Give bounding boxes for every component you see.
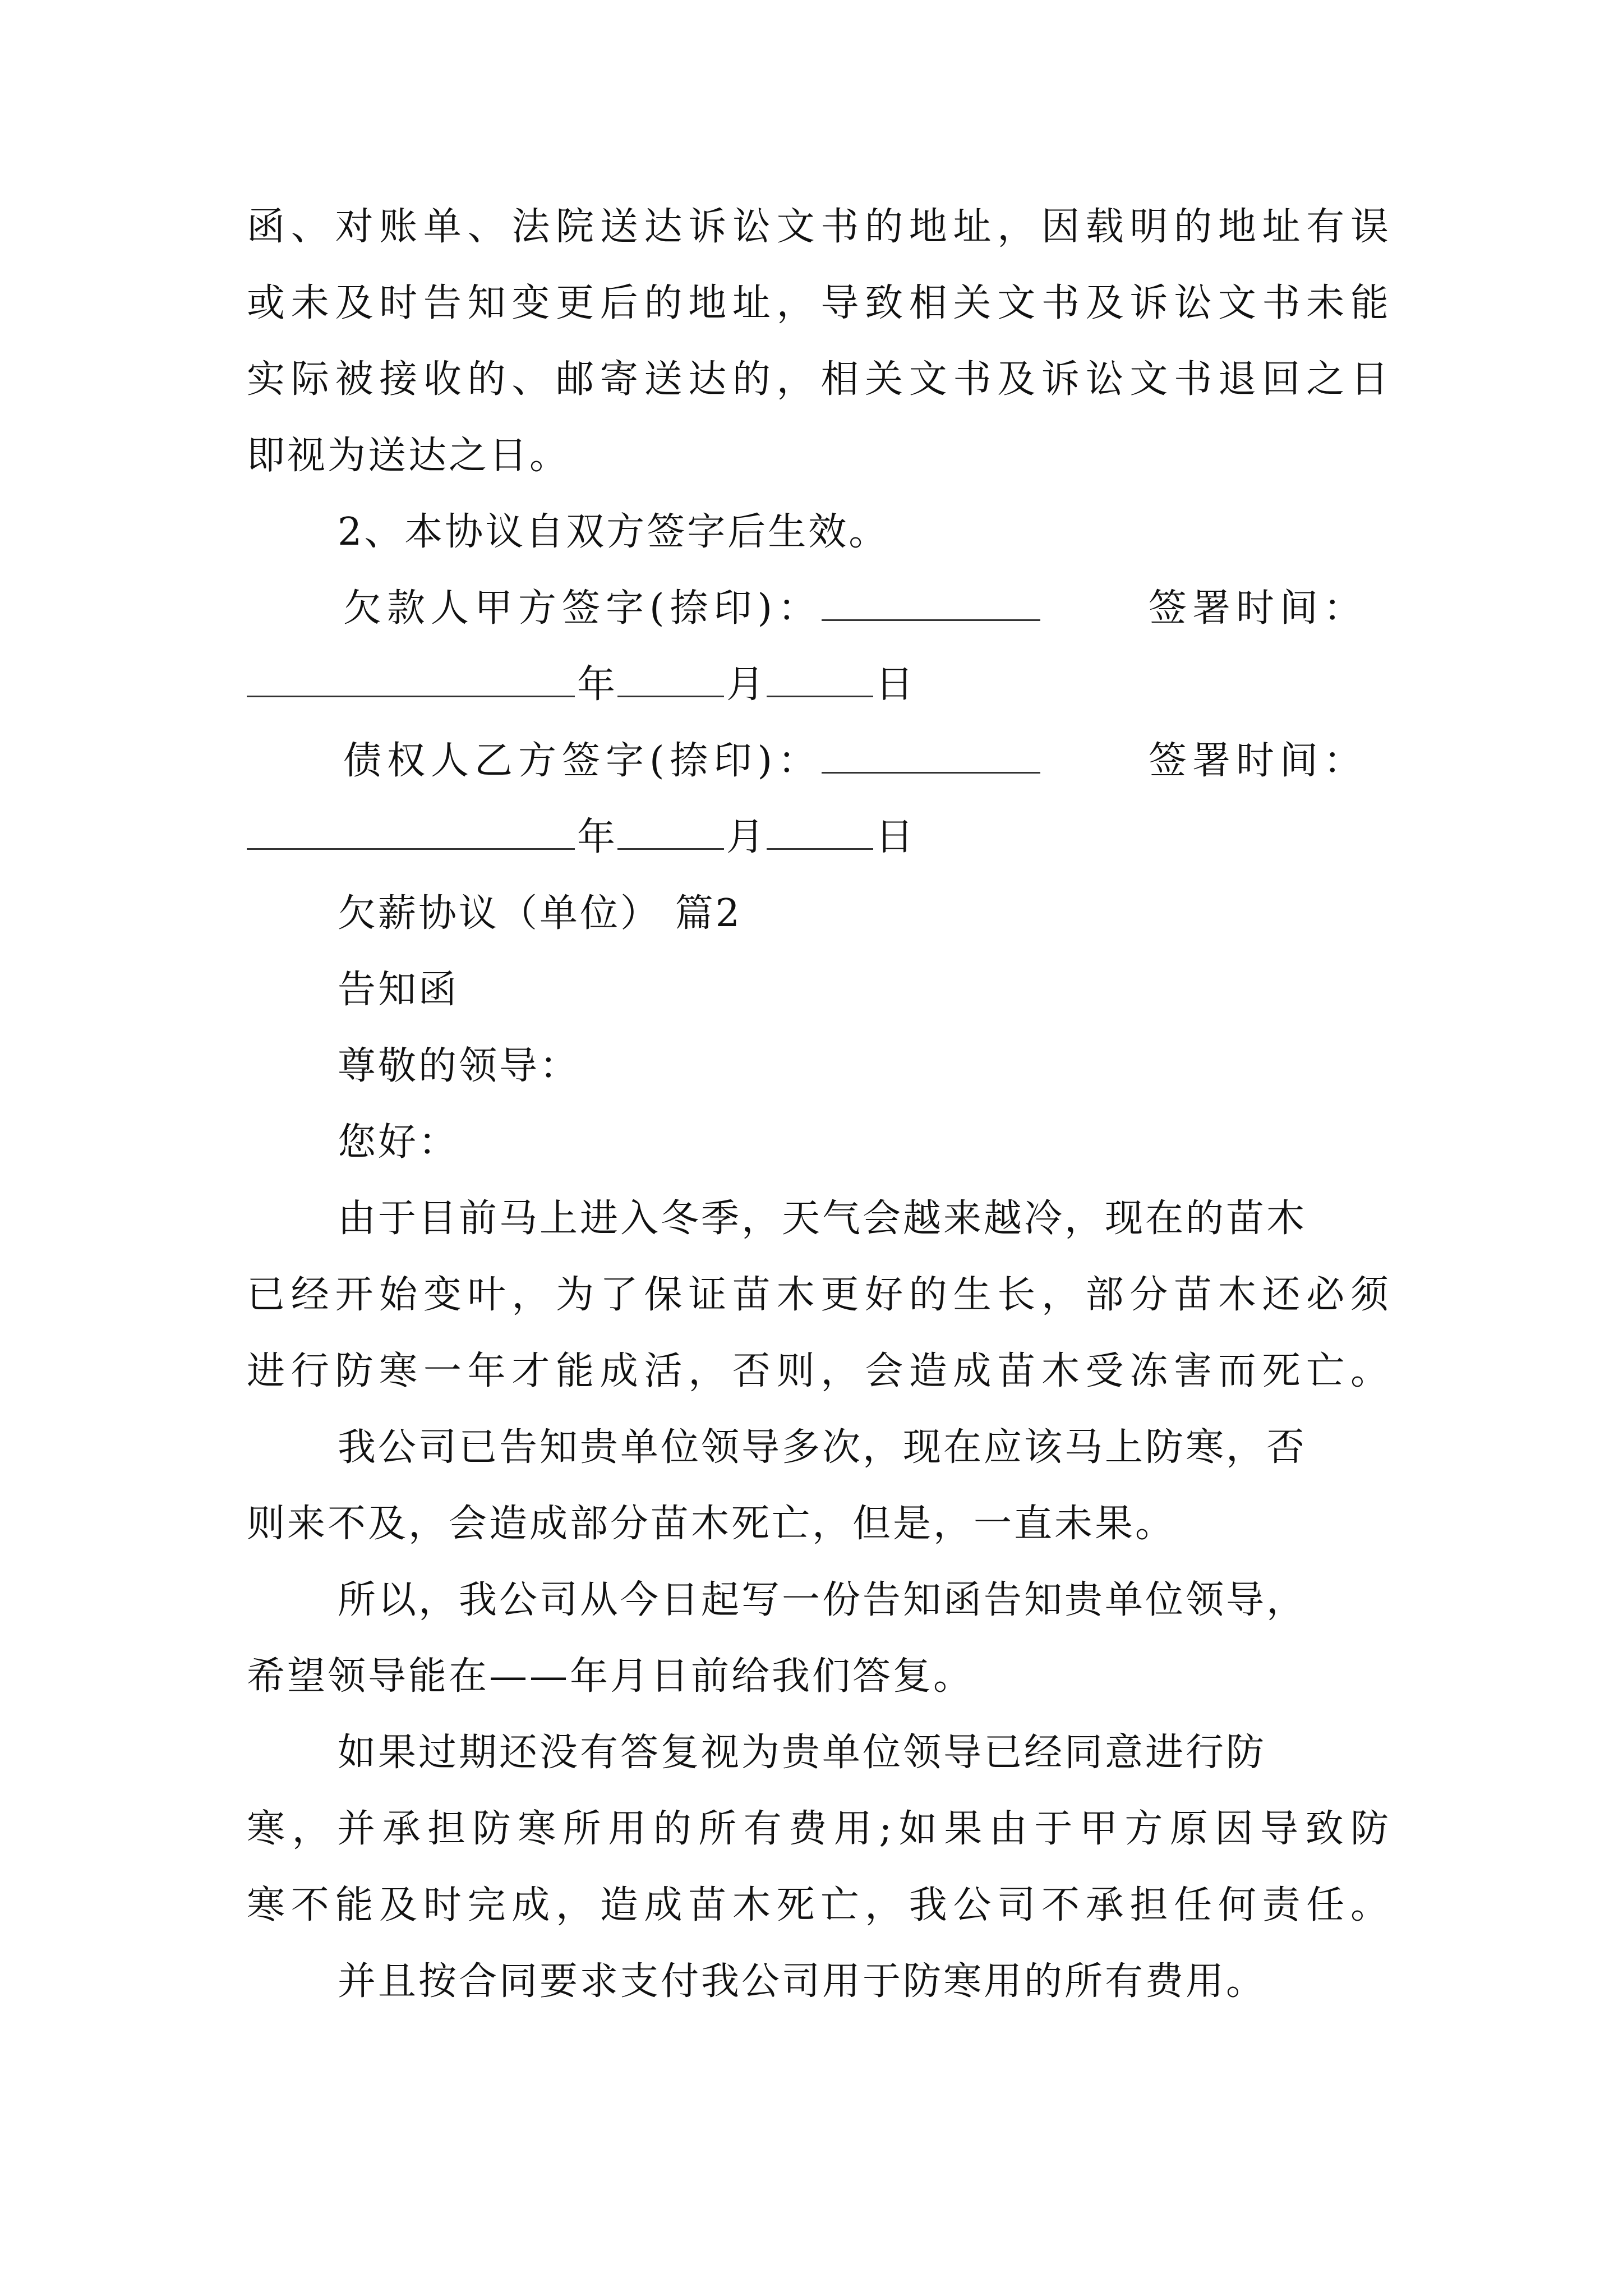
year-unit: 年	[577, 815, 616, 859]
text-line: 如果过期还没有答复视为贵单位领导已经同意进行防	[338, 1731, 1267, 1775]
text-line: 希望领导能在——年月日前给我们答复。	[247, 1654, 974, 1699]
signature-label-a: 欠款人甲方签字(捺印)：	[343, 586, 822, 631]
text-line: 已经开始变叶，为了保证苗木更好的生长，部分苗木还必须	[247, 1273, 1391, 1317]
signature-blank-a	[822, 585, 1040, 621]
letter-salutation: 尊敬的领导：	[338, 1044, 580, 1088]
sign-date-row-b	[247, 812, 916, 863]
sign-time-label-a: 签署时间：	[1149, 586, 1368, 631]
sign-date-row-a	[247, 660, 916, 710]
text-line: 或未及时告知变更后的地址，导致相关文书及诉讼文书未能	[247, 281, 1391, 325]
text-line: 实际被接收的、邮寄送达的，相关文书及诉讼文书退回之日	[247, 357, 1391, 402]
day-blank	[767, 661, 873, 697]
sign-time-label-b: 签署时间：	[1149, 739, 1368, 783]
clause-effective: 2、本协议自双方签字后生效。	[338, 510, 889, 554]
day-unit: 日	[875, 815, 914, 859]
text-line: 寒，并承担防寒所用的所有费用;如果由于甲方原因导致防	[247, 1807, 1391, 1851]
month-unit: 月	[726, 815, 765, 859]
signature-label-b: 债权人乙方签字(捺印)：	[343, 739, 822, 783]
text-line: 则来不及，会造成部分苗木死亡，但是，一直未果。	[247, 1502, 1176, 1546]
text-line: 进行防寒一年才能成活，否则，会造成苗木受冻害而死亡。	[247, 1349, 1391, 1393]
letter-title: 告知函	[338, 968, 459, 1012]
text-line: 由于目前马上进入冬季，天气会越来越冷，现在的苗木	[338, 1197, 1307, 1241]
year-blank	[247, 661, 575, 697]
year-blank	[247, 813, 575, 850]
text-line: 并且按合同要求支付我公司用于防寒用的所有费用。	[338, 1959, 1267, 2004]
text-line: 函、对账单、法院送达诉讼文书的地址，因载明的地址有误	[247, 205, 1391, 249]
day-unit: 日	[875, 662, 914, 707]
month-blank	[617, 661, 724, 697]
section-title: 欠薪协议（单位） 篇2	[338, 891, 742, 936]
letter-greeting: 您好：	[338, 1120, 459, 1165]
text-line: 我公司已告知贵单位领导多次，现在应该马上防寒，否	[338, 1425, 1307, 1470]
text-line: 寒不能及时完成，造成苗木死亡，我公司不承担任何责任。	[247, 1883, 1391, 1927]
year-unit: 年	[577, 662, 616, 707]
signature-row-b	[343, 736, 1040, 786]
day-blank	[767, 813, 873, 850]
signature-blank-b	[822, 737, 1040, 774]
text-line: 所以，我公司从今日起写一份告知函告知贵单位领导，	[338, 1578, 1307, 1622]
signature-row-a	[343, 583, 1040, 634]
text-line: 即视为送达之日。	[247, 434, 570, 478]
month-blank	[617, 813, 724, 850]
month-unit: 月	[726, 662, 765, 707]
